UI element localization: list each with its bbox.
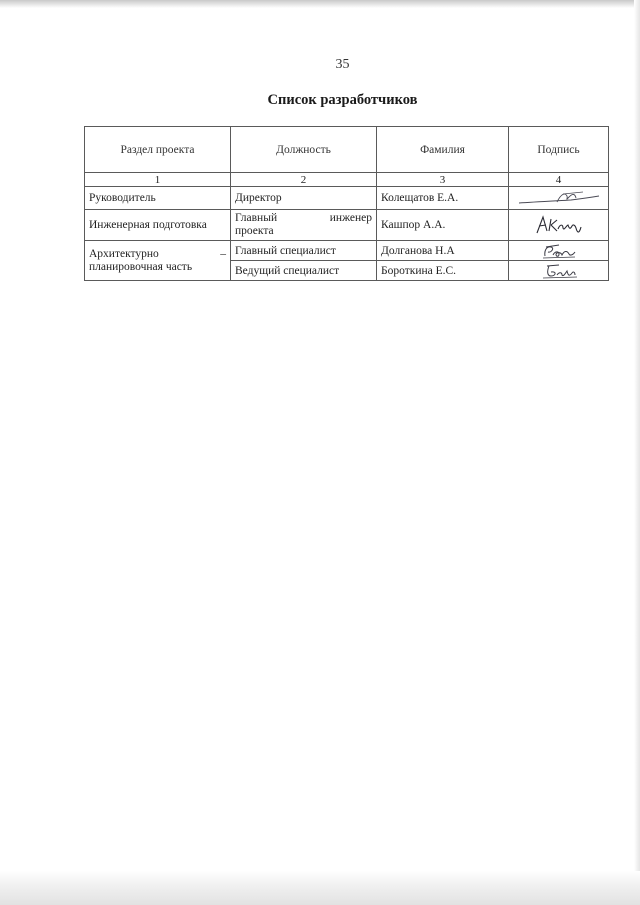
scan-shadow-top xyxy=(0,0,640,8)
position-line: Главный инженер xyxy=(235,212,372,224)
surname-cell: Долганова Н.А xyxy=(377,241,509,261)
signature-image xyxy=(513,188,605,208)
section-line: планировочная часть xyxy=(89,260,193,273)
scan-shadow-bottom xyxy=(0,871,640,905)
surname-cell: Бороткина Е.С. xyxy=(377,261,509,281)
table-row xyxy=(85,210,609,241)
signature-cell xyxy=(509,187,609,210)
header-position: Должность xyxy=(231,127,377,173)
developers-table xyxy=(84,126,609,281)
position-line: проекта xyxy=(235,225,274,237)
table-row xyxy=(85,241,609,261)
signature-image xyxy=(529,242,589,260)
signature-cell xyxy=(509,241,609,261)
header-signature: Подпись xyxy=(509,127,609,173)
signature-image xyxy=(529,211,589,239)
column-number: 2 xyxy=(231,173,377,187)
header-surname: Фамилия xyxy=(377,127,509,173)
position-cell: Ведущий специалист xyxy=(231,261,377,281)
section-cell xyxy=(85,241,231,281)
section-line: Архитектурно – xyxy=(89,247,226,260)
position-cell xyxy=(231,210,377,241)
header-section: Раздел проекта xyxy=(85,127,231,173)
table-header-row xyxy=(85,127,609,173)
column-number-row xyxy=(85,173,609,187)
page-number: 35 xyxy=(335,57,350,72)
page-title: Список разработчиков xyxy=(267,92,418,108)
position-cell: Директор xyxy=(231,187,377,210)
signature-image xyxy=(529,262,589,280)
section-cell: Руководитель xyxy=(85,187,231,210)
column-number: 1 xyxy=(85,173,231,187)
position-cell: Главный специалист xyxy=(231,241,377,261)
column-number: 3 xyxy=(377,173,509,187)
surname-cell: Кашпор А.А. xyxy=(377,210,509,241)
surname-cell: Колещатов Е.А. xyxy=(377,187,509,210)
signature-cell xyxy=(509,210,609,241)
column-number: 4 xyxy=(509,173,609,187)
section-cell: Инженерная подготовка xyxy=(85,210,231,241)
table-row xyxy=(85,187,609,210)
scan-shadow-right xyxy=(634,0,640,905)
signature-cell xyxy=(509,261,609,281)
